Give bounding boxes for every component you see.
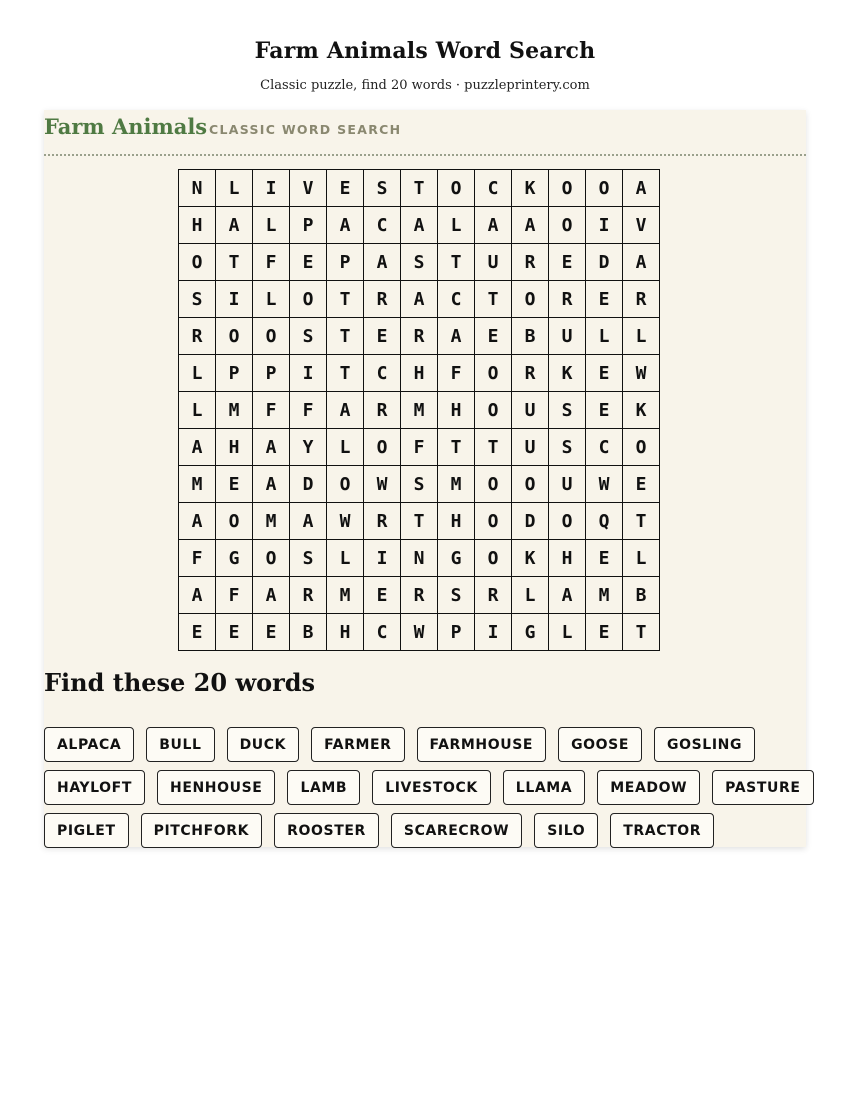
- grid-cell[interactable]: K: [623, 392, 660, 429]
- grid-cell[interactable]: P: [253, 355, 290, 392]
- grid-cell[interactable]: R: [512, 355, 549, 392]
- grid-cell[interactable]: T: [327, 318, 364, 355]
- grid-cell[interactable]: R: [179, 318, 216, 355]
- grid-cell[interactable]: L: [623, 318, 660, 355]
- grid-cell[interactable]: O: [327, 466, 364, 503]
- grid-cell[interactable]: E: [586, 392, 623, 429]
- word-row: [44, 727, 806, 762]
- grid-row: [179, 503, 660, 540]
- grid-cell[interactable]: W: [327, 503, 364, 540]
- grid-cell[interactable]: R: [364, 503, 401, 540]
- grid-cell[interactable]: O: [475, 503, 512, 540]
- grid-cell[interactable]: E: [364, 318, 401, 355]
- grid-cell[interactable]: F: [253, 244, 290, 281]
- grid-cell[interactable]: L: [327, 429, 364, 466]
- grid-cell[interactable]: C: [364, 207, 401, 244]
- grid-cell[interactable]: T: [438, 429, 475, 466]
- grid-row: [179, 614, 660, 651]
- grid-cell[interactable]: U: [512, 392, 549, 429]
- grid-cell[interactable]: A: [623, 170, 660, 207]
- grid-cell[interactable]: L: [179, 392, 216, 429]
- grid-cell[interactable]: W: [623, 355, 660, 392]
- grid-cell[interactable]: U: [475, 244, 512, 281]
- word-chip[interactable]: SILO: [534, 813, 598, 848]
- grid-cell[interactable]: K: [512, 170, 549, 207]
- grid-cell[interactable]: E: [586, 614, 623, 651]
- grid-cell[interactable]: M: [401, 392, 438, 429]
- word-chip[interactable]: HENHOUSE: [157, 770, 275, 805]
- word-chip[interactable]: ALPACA: [44, 727, 134, 762]
- grid-cell[interactable]: E: [586, 281, 623, 318]
- grid-cell[interactable]: A: [401, 207, 438, 244]
- grid-cell[interactable]: E: [327, 170, 364, 207]
- word-chip[interactable]: PITCHFORK: [141, 813, 263, 848]
- grid-row: [179, 392, 660, 429]
- grid-cell[interactable]: S: [401, 244, 438, 281]
- grid-cell[interactable]: D: [586, 244, 623, 281]
- grid-cell[interactable]: S: [438, 577, 475, 614]
- grid-cell[interactable]: Y: [290, 429, 327, 466]
- grid-cell[interactable]: C: [475, 170, 512, 207]
- grid-cell[interactable]: V: [623, 207, 660, 244]
- grid-cell[interactable]: N: [179, 170, 216, 207]
- grid-cell[interactable]: T: [623, 503, 660, 540]
- word-list-heading: Find these 20 words: [44, 668, 316, 697]
- grid-cell[interactable]: M: [253, 503, 290, 540]
- grid-cell[interactable]: R: [475, 577, 512, 614]
- grid-cell[interactable]: A: [253, 466, 290, 503]
- grid-cell[interactable]: L: [216, 170, 253, 207]
- grid-cell[interactable]: T: [216, 244, 253, 281]
- word-chip[interactable]: HAYLOFT: [44, 770, 145, 805]
- grid-cell[interactable]: E: [364, 577, 401, 614]
- grid-row: [179, 281, 660, 318]
- grid-cell[interactable]: H: [327, 614, 364, 651]
- grid-cell[interactable]: W: [364, 466, 401, 503]
- grid-cell[interactable]: S: [290, 540, 327, 577]
- grid-cell[interactable]: T: [401, 170, 438, 207]
- grid-cell[interactable]: A: [253, 429, 290, 466]
- grid-cell[interactable]: R: [401, 318, 438, 355]
- grid-cell[interactable]: M: [216, 392, 253, 429]
- grid-cell[interactable]: O: [290, 281, 327, 318]
- grid-cell[interactable]: O: [512, 281, 549, 318]
- grid-cell[interactable]: C: [438, 281, 475, 318]
- grid-cell[interactable]: A: [401, 281, 438, 318]
- grid-cell[interactable]: P: [438, 614, 475, 651]
- grid-cell[interactable]: K: [512, 540, 549, 577]
- grid-cell[interactable]: P: [216, 355, 253, 392]
- grid-cell[interactable]: O: [253, 318, 290, 355]
- grid-cell[interactable]: L: [179, 355, 216, 392]
- grid-cell[interactable]: E: [253, 614, 290, 651]
- grid-cell[interactable]: E: [179, 614, 216, 651]
- word-chip[interactable]: LIVESTOCK: [372, 770, 491, 805]
- grid-cell[interactable]: A: [438, 318, 475, 355]
- word-chip[interactable]: BULL: [146, 727, 214, 762]
- word-chip[interactable]: GOSLING: [654, 727, 755, 762]
- grid-cell[interactable]: O: [549, 207, 586, 244]
- grid-cell[interactable]: L: [512, 577, 549, 614]
- grid-cell[interactable]: O: [179, 244, 216, 281]
- grid-cell[interactable]: E: [216, 466, 253, 503]
- grid-cell[interactable]: A: [327, 392, 364, 429]
- grid-cell[interactable]: O: [475, 392, 512, 429]
- grid-cell[interactable]: D: [512, 503, 549, 540]
- grid-cell[interactable]: Q: [586, 503, 623, 540]
- grid-cell[interactable]: O: [512, 466, 549, 503]
- word-chip[interactable]: LLAMA: [503, 770, 585, 805]
- grid-cell[interactable]: O: [438, 170, 475, 207]
- grid-row: [179, 244, 660, 281]
- grid-cell[interactable]: R: [512, 244, 549, 281]
- grid-cell[interactable]: I: [253, 170, 290, 207]
- word-chip[interactable]: SCARECROW: [391, 813, 522, 848]
- grid-cell[interactable]: W: [401, 614, 438, 651]
- grid-cell[interactable]: M: [179, 466, 216, 503]
- grid-cell[interactable]: G: [216, 540, 253, 577]
- grid-cell[interactable]: I: [586, 207, 623, 244]
- grid-row: [179, 170, 660, 207]
- grid-cell[interactable]: U: [549, 318, 586, 355]
- letter-grid: [178, 169, 660, 651]
- grid-cell[interactable]: T: [475, 281, 512, 318]
- grid-cell[interactable]: O: [364, 429, 401, 466]
- grid-cell[interactable]: E: [475, 318, 512, 355]
- grid-cell[interactable]: A: [179, 577, 216, 614]
- grid-cell[interactable]: L: [586, 318, 623, 355]
- grid-cell[interactable]: V: [290, 170, 327, 207]
- grid-cell[interactable]: O: [475, 540, 512, 577]
- grid-cell[interactable]: T: [475, 429, 512, 466]
- grid-row: [179, 207, 660, 244]
- card-header: [44, 110, 806, 156]
- grid-cell[interactable]: P: [327, 244, 364, 281]
- grid-cell[interactable]: M: [438, 466, 475, 503]
- grid-cell[interactable]: E: [623, 466, 660, 503]
- grid-cell[interactable]: S: [401, 466, 438, 503]
- word-row: [44, 813, 806, 848]
- grid-cell[interactable]: F: [438, 355, 475, 392]
- word-chip[interactable]: PIGLET: [44, 813, 129, 848]
- word-bank: [44, 727, 806, 856]
- word-chip[interactable]: LAMB: [287, 770, 360, 805]
- grid-cell[interactable]: O: [216, 318, 253, 355]
- grid-cell[interactable]: L: [253, 281, 290, 318]
- grid-cell[interactable]: F: [290, 392, 327, 429]
- grid-cell[interactable]: P: [290, 207, 327, 244]
- grid-cell[interactable]: B: [290, 614, 327, 651]
- grid-row: [179, 429, 660, 466]
- grid-row: [179, 540, 660, 577]
- grid-cell[interactable]: O: [549, 170, 586, 207]
- grid-cell[interactable]: N: [401, 540, 438, 577]
- grid-cell[interactable]: A: [327, 207, 364, 244]
- grid-cell[interactable]: U: [549, 466, 586, 503]
- word-chip[interactable]: DUCK: [227, 727, 300, 762]
- grid-cell[interactable]: F: [216, 577, 253, 614]
- grid-cell[interactable]: H: [438, 503, 475, 540]
- grid-cell[interactable]: I: [216, 281, 253, 318]
- grid-cell[interactable]: B: [512, 318, 549, 355]
- grid-cell[interactable]: T: [327, 281, 364, 318]
- grid-cell[interactable]: O: [586, 170, 623, 207]
- grid-cell[interactable]: A: [549, 577, 586, 614]
- word-chip[interactable]: PASTURE: [712, 770, 813, 805]
- word-chip[interactable]: GOOSE: [558, 727, 642, 762]
- grid-cell[interactable]: F: [179, 540, 216, 577]
- grid-cell[interactable]: S: [179, 281, 216, 318]
- grid-cell[interactable]: S: [549, 429, 586, 466]
- grid-cell[interactable]: A: [364, 244, 401, 281]
- grid-cell[interactable]: R: [364, 281, 401, 318]
- grid-cell[interactable]: S: [549, 392, 586, 429]
- grid-cell[interactable]: O: [216, 503, 253, 540]
- grid-cell[interactable]: I: [475, 614, 512, 651]
- grid-cell[interactable]: L: [327, 540, 364, 577]
- grid-cell[interactable]: B: [623, 577, 660, 614]
- grid-cell[interactable]: H: [401, 355, 438, 392]
- grid-cell[interactable]: F: [401, 429, 438, 466]
- word-chip[interactable]: TRACTOR: [610, 813, 714, 848]
- grid-cell[interactable]: R: [290, 577, 327, 614]
- grid-cell[interactable]: O: [623, 429, 660, 466]
- grid-cell[interactable]: T: [438, 244, 475, 281]
- grid-cell[interactable]: T: [401, 503, 438, 540]
- grid-cell[interactable]: O: [253, 540, 290, 577]
- grid-cell[interactable]: E: [290, 244, 327, 281]
- grid-cell[interactable]: M: [586, 577, 623, 614]
- grid-cell[interactable]: L: [253, 207, 290, 244]
- grid-cell[interactable]: O: [475, 355, 512, 392]
- grid-cell[interactable]: S: [290, 318, 327, 355]
- grid-cell[interactable]: A: [179, 503, 216, 540]
- grid-cell[interactable]: R: [549, 281, 586, 318]
- grid-row: [179, 318, 660, 355]
- grid-cell[interactable]: H: [438, 392, 475, 429]
- card-kicker: CLASSIC WORD SEARCH: [209, 122, 402, 137]
- grid-cell[interactable]: E: [586, 355, 623, 392]
- grid-cell[interactable]: L: [438, 207, 475, 244]
- grid-cell[interactable]: G: [512, 614, 549, 651]
- grid-cell[interactable]: L: [623, 540, 660, 577]
- grid-cell[interactable]: E: [586, 540, 623, 577]
- grid-cell[interactable]: A: [253, 577, 290, 614]
- grid-cell[interactable]: S: [364, 170, 401, 207]
- word-chip[interactable]: ROOSTER: [274, 813, 379, 848]
- grid-cell[interactable]: K: [549, 355, 586, 392]
- grid-cell[interactable]: H: [179, 207, 216, 244]
- grid-cell[interactable]: M: [327, 577, 364, 614]
- grid-cell[interactable]: G: [438, 540, 475, 577]
- word-row: [44, 770, 806, 805]
- grid-row: [179, 577, 660, 614]
- grid-cell[interactable]: O: [549, 503, 586, 540]
- grid-cell[interactable]: F: [253, 392, 290, 429]
- grid-cell[interactable]: L: [549, 614, 586, 651]
- grid-cell[interactable]: U: [512, 429, 549, 466]
- page-subtitle: Classic puzzle, find 20 words · puzzleprintery.com: [260, 78, 590, 93]
- grid-cell[interactable]: O: [475, 466, 512, 503]
- grid-row: [179, 355, 660, 392]
- grid-cell[interactable]: A: [512, 207, 549, 244]
- grid-cell[interactable]: C: [586, 429, 623, 466]
- grid-cell[interactable]: W: [586, 466, 623, 503]
- grid-cell[interactable]: I: [364, 540, 401, 577]
- grid-row: [179, 466, 660, 503]
- word-chip[interactable]: FARMHOUSE: [417, 727, 547, 762]
- grid-cell[interactable]: A: [216, 207, 253, 244]
- grid-cell[interactable]: T: [623, 614, 660, 651]
- grid-cell[interactable]: A: [290, 503, 327, 540]
- grid-cell[interactable]: R: [401, 577, 438, 614]
- page-title: Farm Animals Word Search: [254, 38, 596, 64]
- word-chip[interactable]: MEADOW: [597, 770, 700, 805]
- grid-cell[interactable]: C: [364, 355, 401, 392]
- grid-cell[interactable]: D: [290, 466, 327, 503]
- grid-cell[interactable]: C: [364, 614, 401, 651]
- word-chip[interactable]: FARMER: [311, 727, 404, 762]
- grid-cell[interactable]: A: [475, 207, 512, 244]
- puzzle-card: [44, 110, 806, 847]
- grid-cell[interactable]: A: [179, 429, 216, 466]
- grid-cell[interactable]: I: [290, 355, 327, 392]
- grid-cell[interactable]: R: [364, 392, 401, 429]
- grid-cell[interactable]: A: [623, 244, 660, 281]
- grid-cell[interactable]: H: [549, 540, 586, 577]
- grid-cell[interactable]: T: [327, 355, 364, 392]
- grid-cell[interactable]: E: [549, 244, 586, 281]
- grid-cell[interactable]: R: [623, 281, 660, 318]
- card-title: Farm Animals: [44, 114, 208, 139]
- grid-cell[interactable]: H: [216, 429, 253, 466]
- grid-cell[interactable]: E: [216, 614, 253, 651]
